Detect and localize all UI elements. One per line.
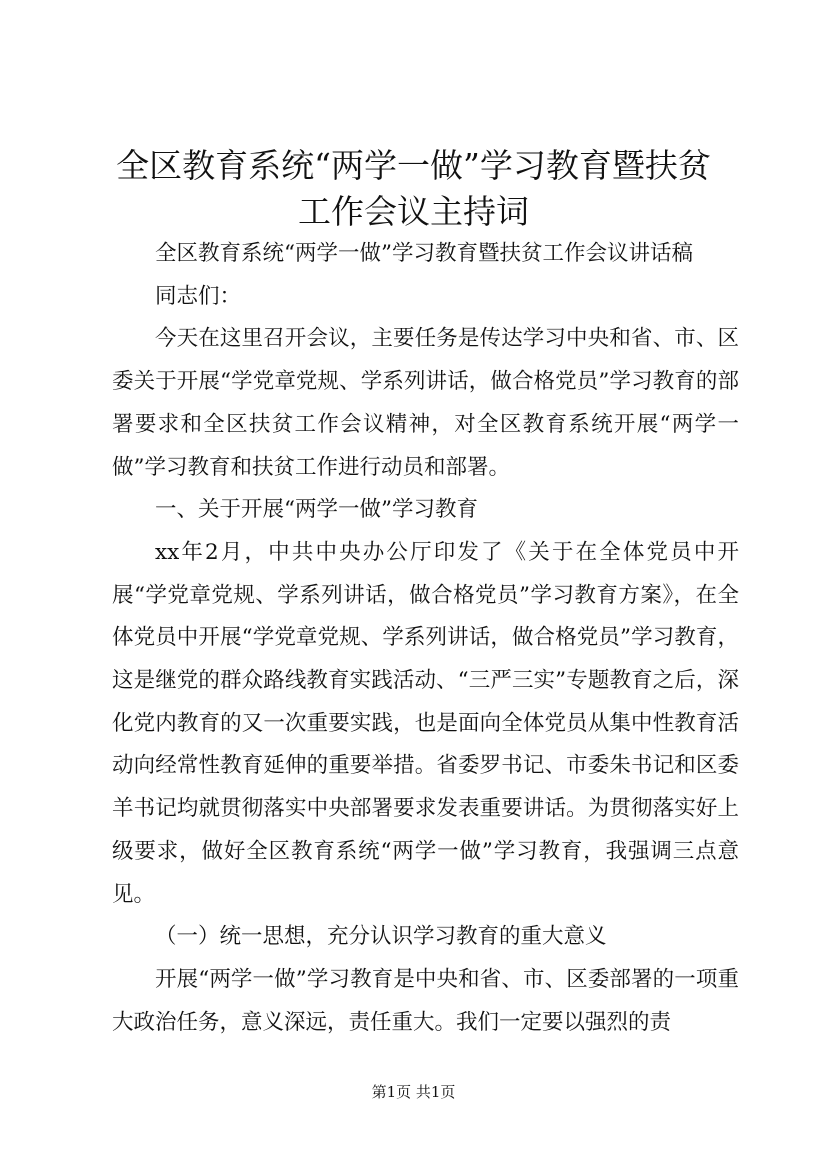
document-title: 全区教育系统“两学一做”学习教育暨扶贫工作会议主持词 (116, 146, 711, 231)
intro-paragraph: 今天在这里召开会议，主要任务是传达学习中央和省、市、区委关于开展“学党章党规、学系列讲话，做合格党员”学习教育的部署要求和全区扶贫工作会议精神，对全区教育系统开展“两学一做”学习教育和扶贫工作进行动员和部署。 (112, 326, 739, 480)
document-body (112, 233, 739, 1044)
page-footer: 第1页 共1页 (371, 1083, 456, 1101)
salutation: 同志们： (155, 283, 242, 309)
section-heading-1: 一、关于开展“两学一做”学习教育 (155, 497, 478, 523)
significance-paragraph: 开展“两学一做”学习教育是中央和省、市、区委部署的一项重大政治任务，意义深远，责任重大。我们一定要以强烈的责 (112, 966, 739, 1035)
background-paragraph: xx年2月，中共中央办公厅印发了《关于在全体党员中开展“学党章党规、学系列讲话，做合格党员”学习教育方案》，在全体党员中开展“学党章党规、学系列讲话，做合格党员”学习教育，这是继党的群众路线教育实践活动、“三严三实”专题教育之后，深化党内教育的又一次重要实践，也是面向全体党员从集中性教育活动向经常性教育延伸的重要举措。省委罗书记、市委朱书记和区委羊书记均就贯彻落实中央部署要求发表重要讲话。为贯彻落实好上级要求，做好全区教育系统“两学一做”学习教育，我强调三点意见。 (112, 539, 739, 907)
subsection-heading-1: （一）统一思想，充分认识学习教育的重大意义 (155, 924, 607, 950)
speech-title-line: 全区教育系统“两学一做”学习教育暨扶贫工作会议讲话稿 (155, 241, 693, 266)
